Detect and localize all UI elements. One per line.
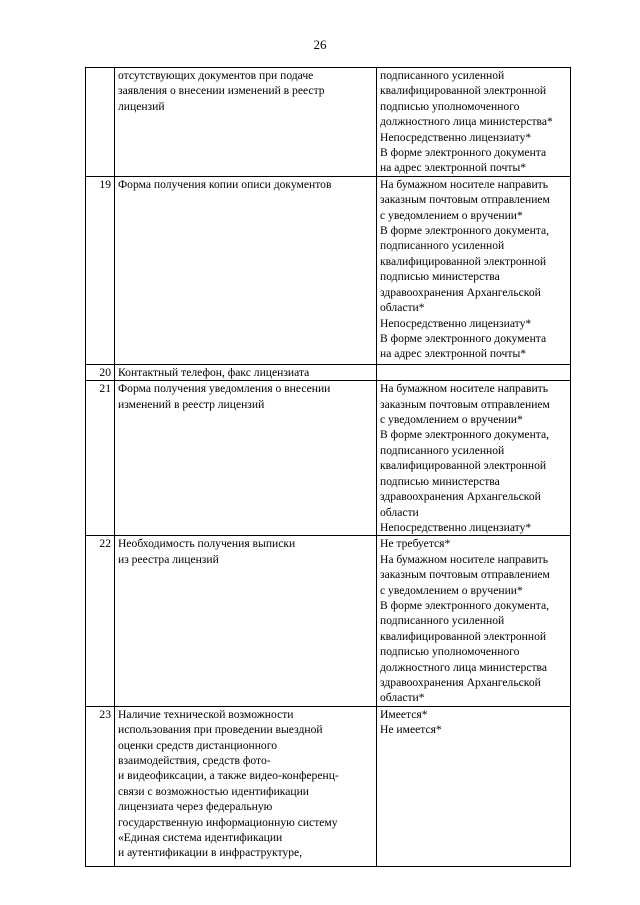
- field-value-line: квалифицированной электронной: [380, 629, 547, 643]
- table-row: [86, 706, 571, 866]
- field-value-cell: [377, 68, 571, 177]
- field-value-line: Непосредственно лицензиату*: [380, 520, 532, 534]
- field-name-line: связи с возможностью идентификации: [118, 784, 309, 798]
- field-value-line: Непосредственно лицензиату*: [380, 316, 532, 330]
- field-value-line: должностного лица министерства: [380, 660, 548, 674]
- table-row: [86, 381, 571, 536]
- field-name-line: из реестра лицензий: [118, 552, 219, 566]
- field-value-line: на адрес электронной почты*: [380, 161, 527, 175]
- table-row: [86, 176, 571, 364]
- field-name-line: заявления о внесении изменений в реестр: [118, 84, 325, 98]
- field-name-line: Наличие технической возможности: [118, 707, 294, 721]
- row-number: 21: [86, 381, 115, 536]
- field-value-line: Не требуется*: [380, 537, 451, 551]
- field-value-cell: [377, 536, 571, 706]
- field-name-line: и аутентификации в инфраструктуре,: [118, 846, 303, 860]
- field-value-line: В форме электронного документа,: [380, 598, 550, 612]
- field-name-cell: [115, 176, 377, 364]
- field-value-line: заказным почтовым отправлением: [380, 397, 550, 411]
- field-value-line: Имеется*: [380, 707, 428, 721]
- field-value-line: здравоохранения Архангельской: [380, 675, 541, 689]
- field-value-line: с уведомлением о вручении*: [380, 583, 523, 597]
- field-value-line: В форме электронного документа: [380, 146, 547, 160]
- field-name-line: Необходимость получения выписки: [118, 537, 296, 551]
- field-name-line: лицензий: [118, 99, 165, 113]
- field-value-line: подписанного усиленной: [380, 443, 505, 457]
- table-body: [86, 68, 571, 867]
- table-row: [86, 364, 571, 380]
- field-name-line: и видеофиксации, а также видео-конференц-: [118, 769, 339, 783]
- field-name-line: Контактный телефон, факс лицензиата: [118, 365, 310, 379]
- field-value-line: должностного лица министерства*: [380, 115, 553, 129]
- license-form-table: [85, 67, 571, 867]
- field-value-line: области*: [380, 301, 425, 315]
- field-value-cell: [377, 364, 571, 380]
- field-name-line: взаимодействия, средств фото-: [118, 754, 271, 767]
- field-name-line: отсутствующих документов при подаче: [118, 69, 314, 82]
- field-value-line: квалифицированной электронной: [380, 84, 547, 98]
- field-value-line: В форме электронного документа: [380, 331, 547, 345]
- field-name-cell: [115, 68, 377, 177]
- field-value-line: Непосредственно лицензиату*: [380, 130, 532, 144]
- row-number: [86, 68, 115, 177]
- field-value-line: заказным почтовым отправлением: [380, 193, 550, 207]
- field-value-line: подписанного усиленной: [380, 239, 505, 253]
- field-value-line: заказным почтовым отправлением: [380, 568, 550, 582]
- field-value-line: подписью министерства: [380, 270, 500, 284]
- field-value-line: подписью министерства: [380, 474, 500, 488]
- field-value-line: подписью уполномоченного: [380, 645, 520, 659]
- row-number: 19: [86, 176, 115, 364]
- field-value-line: с уведомлением о вручении*: [380, 208, 523, 222]
- field-name-cell: [115, 536, 377, 706]
- table-row: [86, 536, 571, 706]
- table-row: [86, 68, 571, 177]
- field-name-line: использования при проведении выездной: [118, 723, 323, 737]
- field-value-line: Не имеется*: [380, 723, 442, 737]
- field-value-line: В форме электронного документа,: [380, 224, 550, 238]
- field-value-cell: [377, 381, 571, 536]
- field-value-line: подписанного усиленной: [380, 614, 505, 628]
- field-value-line: квалифицированной электронной: [380, 459, 547, 473]
- field-name-line: Форма получения копии описи документов: [118, 177, 332, 191]
- field-name-cell: [115, 364, 377, 380]
- field-value-line: На бумажном носителе направить: [380, 552, 549, 566]
- field-value-line: здравоохранения Архангельской: [380, 490, 541, 504]
- field-name-line: лицензиата через федеральную: [118, 800, 273, 814]
- field-name-line: «Единая система идентификации: [118, 831, 283, 845]
- field-value-line: здравоохранения Архангельской: [380, 285, 541, 299]
- field-value-cell: [377, 176, 571, 364]
- field-value-line: с уведомлением о вручении*: [380, 413, 523, 427]
- row-number: 23: [86, 706, 115, 866]
- field-name-cell: [115, 381, 377, 536]
- field-value-line: На бумажном носителе направить: [380, 177, 549, 191]
- field-value-cell: [377, 706, 571, 866]
- field-name-line: государственную информационную систему: [118, 815, 338, 829]
- field-value-line: подписанного усиленной: [380, 69, 505, 82]
- field-value-line: подписью уполномоченного: [380, 99, 520, 113]
- field-name-line: оценки средств дистанционного: [118, 738, 277, 752]
- field-value-line: На бумажном носителе направить: [380, 382, 549, 396]
- field-value-line: на адрес электронной почты*: [380, 347, 527, 361]
- field-name-cell: [115, 706, 377, 866]
- page-number: 26: [313, 37, 327, 52]
- field-value-line: квалифицированной электронной: [380, 254, 547, 268]
- field-value-line: области*: [380, 691, 425, 705]
- row-number: 22: [86, 536, 115, 706]
- field-value-line: области: [380, 505, 419, 519]
- field-value-line: В форме электронного документа,: [380, 428, 550, 442]
- field-name-line: изменений в реестр лицензий: [118, 397, 265, 411]
- row-number: 20: [86, 364, 115, 380]
- field-name-line: Форма получения уведомления о внесении: [118, 382, 331, 396]
